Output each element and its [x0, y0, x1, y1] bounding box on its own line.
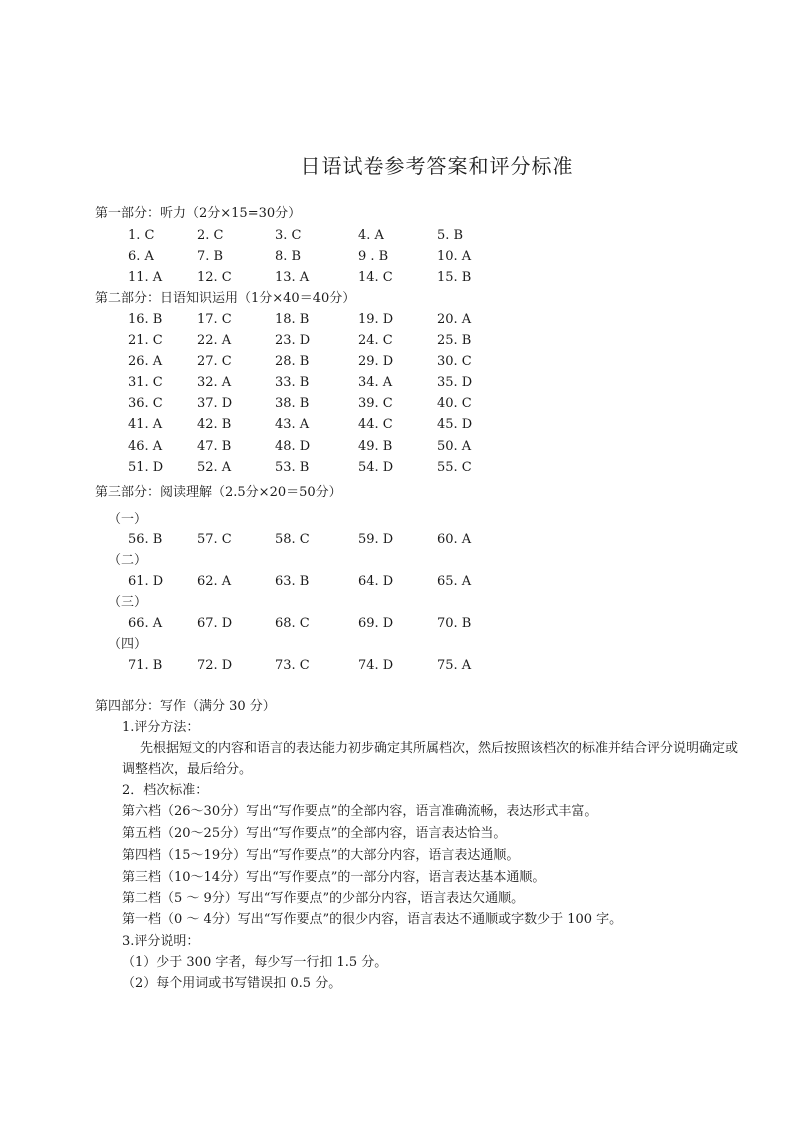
- part4-heading: 第四部分：写作（满分 30 分）: [95, 699, 276, 714]
- scoring-method-heading: 1.评分方法：: [122, 720, 200, 735]
- answer-item: 67. D: [197, 616, 233, 631]
- part1-heading: 第一部分：听力（2分×15=30分）: [95, 206, 302, 221]
- answer-item: 12. C: [197, 270, 232, 285]
- level-item: 第六档（26～30分）写出“写作要点”的全部内容，语言准确流畅，表达形式丰富。: [122, 804, 598, 819]
- answer-item: 13. A: [275, 270, 310, 285]
- section-label: （四）: [108, 637, 148, 652]
- answer-item: 55. C: [437, 460, 472, 475]
- answer-item: 56. B: [128, 532, 163, 547]
- answer-item: 7. B: [197, 249, 224, 264]
- answer-item: 33. B: [275, 375, 310, 390]
- answer-item: 31. C: [128, 375, 163, 390]
- answer-item: 34. A: [358, 375, 393, 390]
- answer-item: 54. D: [358, 460, 394, 475]
- answer-item: 30. C: [437, 354, 472, 369]
- answer-item: 20. A: [437, 312, 472, 327]
- notes-heading: 3.评分说明：: [122, 934, 200, 949]
- part3-heading: 第三部分：阅读理解（2.5分×20＝50分）: [95, 485, 342, 500]
- answer-item: 45. D: [437, 417, 473, 432]
- answer-item: 1. C: [128, 228, 155, 243]
- answer-item: 19. D: [358, 312, 394, 327]
- answer-item: 57. C: [197, 532, 232, 547]
- scoring-method-text-2: 调整档次，最后给分。: [122, 762, 253, 777]
- answer-item: 27. C: [197, 354, 232, 369]
- answer-item: 70. B: [437, 616, 472, 631]
- level-item: 第二档（5 ～ 9分）写出“写作要点”的少部分内容，语言表达欠通顺。: [122, 891, 525, 906]
- answer-item: 25. B: [437, 333, 472, 348]
- answer-item: 11. A: [128, 270, 163, 285]
- answer-item: 60. A: [437, 532, 472, 547]
- note-item: （1）少于 300 字者，每少写一行扣 1.5 分。: [122, 955, 388, 970]
- answer-item: 65. A: [437, 574, 472, 589]
- answer-item: 52. A: [197, 460, 232, 475]
- answer-item: 4. A: [358, 228, 384, 243]
- answer-item: 40. C: [437, 396, 472, 411]
- answer-item: 59. D: [358, 532, 394, 547]
- answer-item: 5. B: [437, 228, 464, 243]
- answer-item: 74. D: [358, 658, 394, 673]
- levels-heading: 2．档次标准：: [122, 783, 209, 798]
- level-item: 第三档（10～14分）写出“写作要点”的一部分内容，语言表达基本通顺。: [122, 870, 546, 885]
- part2-heading: 第二部分：日语知识运用（1分×40＝40分）: [95, 291, 356, 306]
- answer-item: 53. B: [275, 460, 310, 475]
- answer-item: 73. C: [275, 658, 310, 673]
- level-item: 第一档（0 ～ 4分）写出“写作要点”的很少内容，语言表达不通顺或字数少于 100 字。: [122, 912, 623, 927]
- answer-item: 38. B: [275, 396, 310, 411]
- answer-item: 37. D: [197, 396, 233, 411]
- section-label: （三）: [108, 595, 148, 610]
- answer-item: 44. C: [358, 417, 393, 432]
- answer-item: 17. C: [197, 312, 232, 327]
- scoring-method-text-1: 先根据短文的内容和语言的表达能力初步确定其所属档次，然后按照该档次的标准并结合评分说明确定或: [140, 741, 739, 756]
- answer-item: 58. C: [275, 532, 310, 547]
- answer-item: 66. A: [128, 616, 163, 631]
- answer-item: 72. D: [197, 658, 233, 673]
- level-item: 第四档（15～19分）写出“写作要点”的大部分内容，语言表达通顺。: [122, 848, 520, 863]
- page-title: 日语试卷参考答案和评分标准: [300, 154, 574, 178]
- answer-item: 24. C: [358, 333, 393, 348]
- answer-item: 41. A: [128, 417, 163, 432]
- answer-item: 49. B: [358, 439, 393, 454]
- answer-item: 6. A: [128, 249, 154, 264]
- answer-item: 39. C: [358, 396, 393, 411]
- answer-item: 14. C: [358, 270, 393, 285]
- answer-item: 68. C: [275, 616, 310, 631]
- answer-item: 2. C: [197, 228, 224, 243]
- answer-item: 26. A: [128, 354, 163, 369]
- answer-item: 75. A: [437, 658, 472, 673]
- answer-item: 69. D: [358, 616, 394, 631]
- answer-item: 29. D: [358, 354, 394, 369]
- answer-item: 10. A: [437, 249, 472, 264]
- section-label: （一）: [108, 512, 148, 527]
- answer-item: 63. B: [275, 574, 310, 589]
- answer-item: 43. A: [275, 417, 310, 432]
- answer-item: 21. C: [128, 333, 163, 348]
- answer-item: 22. A: [197, 333, 232, 348]
- answer-item: 48. D: [275, 439, 311, 454]
- answer-item: 15. B: [437, 270, 472, 285]
- answer-item: 35. D: [437, 375, 473, 390]
- answer-item: 62. A: [197, 574, 232, 589]
- answer-item: 46. A: [128, 439, 163, 454]
- level-item: 第五档（20～25分）写出“写作要点”的全部内容，语言表达恰当。: [122, 826, 507, 841]
- answer-item: 42. B: [197, 417, 232, 432]
- answer-item: 71. B: [128, 658, 163, 673]
- answer-item: 36. C: [128, 396, 163, 411]
- answer-item: 47. B: [197, 439, 232, 454]
- answer-item: 50. A: [437, 439, 472, 454]
- answer-item: 61. D: [128, 574, 164, 589]
- section-label: （二）: [108, 553, 148, 568]
- answer-item: 23. D: [275, 333, 311, 348]
- answer-item: 16. B: [128, 312, 163, 327]
- answer-item: 3. C: [275, 228, 302, 243]
- answer-item: 9 . B: [358, 249, 389, 264]
- answer-item: 8. B: [275, 249, 302, 264]
- answer-item: 28. B: [275, 354, 310, 369]
- answer-item: 64. D: [358, 574, 394, 589]
- answer-item: 18. B: [275, 312, 310, 327]
- note-item: （2）每个用词或书写错误扣 0.5 分。: [122, 976, 342, 991]
- answer-item: 32. A: [197, 375, 232, 390]
- answer-item: 51. D: [128, 460, 164, 475]
